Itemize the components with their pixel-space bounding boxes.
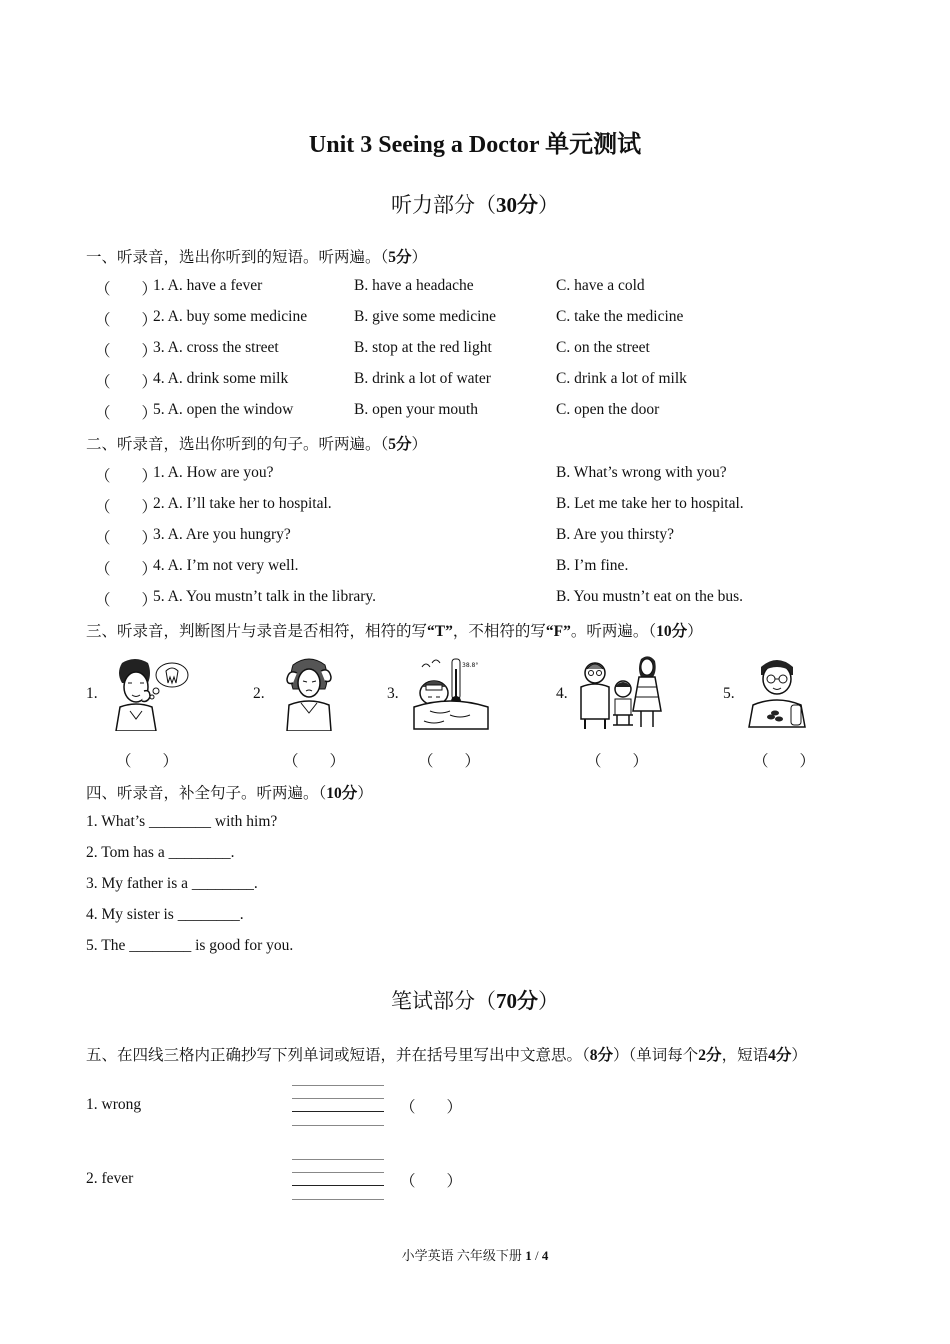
part5-heading: 五、在四线三格内正确抄写下列单词或短语，并在括号里写出中文意思。（8分）（单词每个2分，短语4分） <box>86 1047 807 1064</box>
fill-in-sentence[interactable]: 5. The ________ is good for you. <box>86 937 294 954</box>
answer-paren[interactable]: （ ） <box>95 592 158 609</box>
picture-number: 4. <box>556 685 568 702</box>
fill-in-sentence[interactable]: 4. My sister is ________. <box>86 906 244 923</box>
answer-paren[interactable]: （ ） <box>95 312 158 329</box>
part2-heading: 二、听录音，选出你听到的句子。听两遍。（5分） <box>86 436 428 453</box>
option-b: B. Let me take her to hospital. <box>556 495 744 512</box>
meaning-paren[interactable]: （ ） <box>400 1173 463 1190</box>
option-b: B. open your mouth <box>354 401 478 418</box>
picture-number: 3. <box>387 685 399 702</box>
option-a: 2. A. buy some medicine <box>153 308 308 325</box>
copy-word: 1. wrong <box>86 1096 142 1113</box>
answer-paren[interactable]: （ ） <box>95 374 158 391</box>
picture-number: 2. <box>253 685 265 702</box>
option-b: B. You mustn’t eat on the bus. <box>556 588 744 605</box>
option-c: C. drink a lot of milk <box>556 370 687 387</box>
option-a: 5. A. You mustn’t talk in the library. <box>153 588 377 605</box>
answer-paren[interactable]: （ ） <box>586 753 649 770</box>
option-a: 1. A. How are you? <box>153 464 274 481</box>
option-b: B. I’m fine. <box>556 557 629 574</box>
answer-paren[interactable]: （ ） <box>95 468 158 485</box>
option-a: 1. A. have a fever <box>153 277 263 294</box>
option-c: C. have a cold <box>556 277 645 294</box>
picture-number: 5. <box>723 685 735 702</box>
option-a: 4. A. I’m not very well. <box>153 557 299 574</box>
part3-heading: 三、听录音，判断图片与录音是否相符，相符的写“T”，不相符的写“F”。听两遍。（10分） <box>86 623 703 640</box>
answer-paren[interactable]: （ ） <box>116 753 179 770</box>
fever-picture <box>410 655 490 731</box>
answer-paren[interactable]: （ ） <box>283 753 346 770</box>
toothache-picture <box>100 655 192 731</box>
option-a: 4. A. drink some milk <box>153 370 289 387</box>
answer-paren[interactable]: （ ） <box>95 343 158 360</box>
option-b: B. Are you thirsty? <box>556 526 674 543</box>
writing-section-header: 笔试部分（70分） <box>391 989 559 1013</box>
eating-picture <box>745 655 815 731</box>
fill-in-sentence[interactable]: 2. Tom has a ________. <box>86 844 235 861</box>
option-a: 2. A. I’ll take her to hospital. <box>153 495 332 512</box>
option-b: B. give some medicine <box>354 308 497 325</box>
answer-paren[interactable]: （ ） <box>418 753 481 770</box>
fill-in-sentence[interactable]: 3. My father is a ________. <box>86 875 258 892</box>
listening-section-header: 听力部分（30分） <box>391 193 559 217</box>
option-b: B. have a headache <box>354 277 474 294</box>
thermometer-label: 38.8° <box>462 662 479 669</box>
fill-in-sentence[interactable]: 1. What’s ________ with him? <box>86 813 278 830</box>
meaning-paren[interactable]: （ ） <box>400 1099 463 1116</box>
page-footer: 小学英语 六年级下册 1 / 4 <box>401 1248 549 1263</box>
answer-paren[interactable]: （ ） <box>753 753 816 770</box>
option-a: 3. A. cross the street <box>153 339 279 356</box>
option-a: 3. A. Are you hungry? <box>153 526 291 543</box>
answer-paren[interactable]: （ ） <box>95 499 158 516</box>
option-a: 5. A. open the window <box>153 401 294 418</box>
option-c: C. on the street <box>556 339 650 356</box>
option-b: B. drink a lot of water <box>354 370 491 387</box>
answer-paren[interactable]: （ ） <box>95 281 158 298</box>
copy-word: 2. fever <box>86 1170 134 1187</box>
page-title: Unit 3 Seeing a Doctor 单元测试 <box>308 132 642 158</box>
part4-heading: 四、听录音，补全句子。听两遍。（10分） <box>86 785 373 802</box>
headache-picture <box>275 655 345 731</box>
part1-heading: 一、听录音，选出你听到的短语。听两遍。（5分） <box>86 249 428 266</box>
answer-paren[interactable]: （ ） <box>95 405 158 422</box>
option-c: C. open the door <box>556 401 660 418</box>
option-b: B. What’s wrong with you? <box>556 464 727 481</box>
option-b: B. stop at the red light <box>354 339 492 356</box>
picture-number: 1. <box>86 685 98 702</box>
answer-paren[interactable]: （ ） <box>95 561 158 578</box>
doctor-visit-picture <box>575 653 667 731</box>
answer-paren[interactable]: （ ） <box>95 530 158 547</box>
option-c: C. take the medicine <box>556 308 684 325</box>
